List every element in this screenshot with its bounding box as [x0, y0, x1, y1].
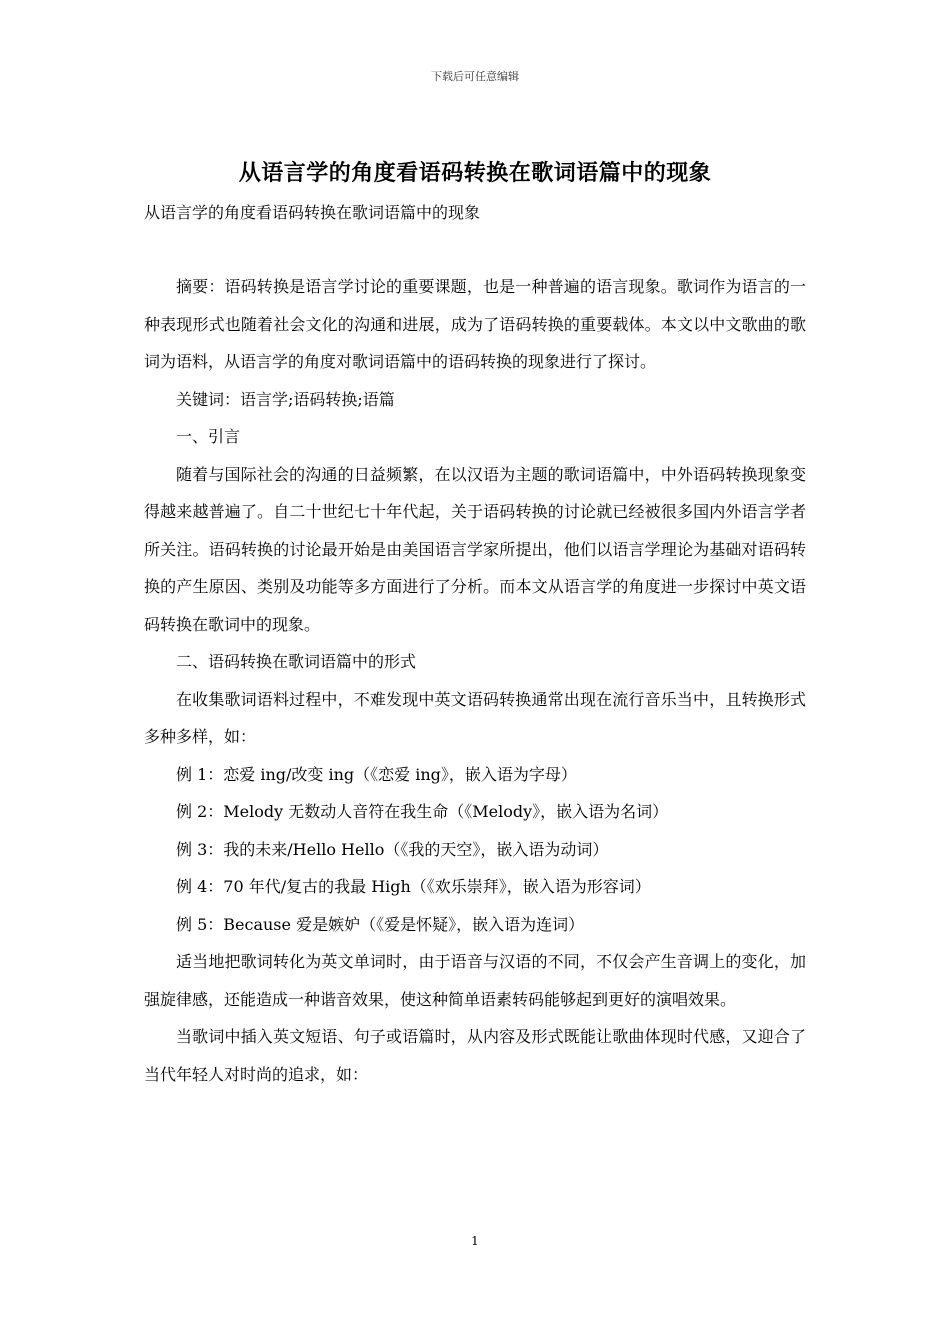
body-paragraph: 随着与国际社会的沟通的日益频繁，在以汉语为主题的歌词语篇中，中外语码转换现象变得越来越普遍了。自二十世纪七十年代起，关于语码转换的讨论就已经被很多国内外语言学者所关注。语码转换的讨论最开始是由美国语言学家所提出，他们以语言学理论为基础对语码转换的产生原因、类别及功能等多方面进行了分析。而本文从语言学的角度进一步探讨中英文语码转换在歌词中的现象。 — [144, 464, 806, 634]
body-paragraph: 适当地把歌词转化为英文单词时，由于语音与汉语的不同，不仅会产生音调上的变化，加强旋律感，还能造成一种谐音效果，使这种简单语素转码能够起到更好的演唱效果。 — [144, 952, 806, 1009]
keywords-paragraph: 关键词：语言学;语码转换;语篇 — [176, 389, 395, 409]
page-number: 1 — [471, 1234, 479, 1248]
body-paragraph: 在收集歌词语料过程中，不难发现中英文语码转换通常出现在流行音乐当中，且转换形式多种多样，如： — [144, 689, 806, 746]
example-line: 例 1：恋爱 ing/改变 ing（《恋爱 ing》，嵌入语为字母） — [176, 764, 577, 784]
document-body — [144, 268, 806, 1093]
abstract-paragraph: 摘要：语码转换是语言学讨论的重要课题，也是一种普遍的语言现象。歌词作为语言的一种表现形式也随着社会文化的沟通和进展，成为了语码转换的重要载体。本文以中文歌曲的歌词为语料，从语言学的角度对歌词语篇中的语码转换的现象进行了探讨。 — [144, 277, 806, 371]
example-line: 例 2：Melody 无数动人音符在我生命（《Melody》，嵌入语为名词） — [176, 802, 669, 821]
page-header-note: 下载后可任意编辑 — [431, 70, 519, 83]
section-heading-introduction: 一、引言 — [176, 427, 241, 446]
document-title: 从语言学的角度看语码转换在歌词语篇中的现象 — [238, 160, 712, 186]
example-line: 例 3：我的未来/Hello Hello（《我的天空》，嵌入语为动词） — [176, 839, 609, 859]
section-heading-forms: 二、语码转换在歌词语篇中的形式 — [176, 652, 417, 671]
example-line: 例 5：Because 爱是嫉妒（《爱是怀疑》，嵌入语为连词） — [176, 914, 585, 934]
example-line: 例 4：70 年代/复古的我最 High（《欢乐崇拜》，嵌入语为形容词） — [176, 877, 651, 896]
body-paragraph: 当歌词中插入英文短语、句子或语篇时，从内容及形式既能让歌曲体现时代感，又迎合了当代年轻人对时尚的追求，如： — [144, 1027, 806, 1084]
document-subtitle: 从语言学的角度看语码转换在歌词语篇中的现象 — [144, 203, 481, 222]
